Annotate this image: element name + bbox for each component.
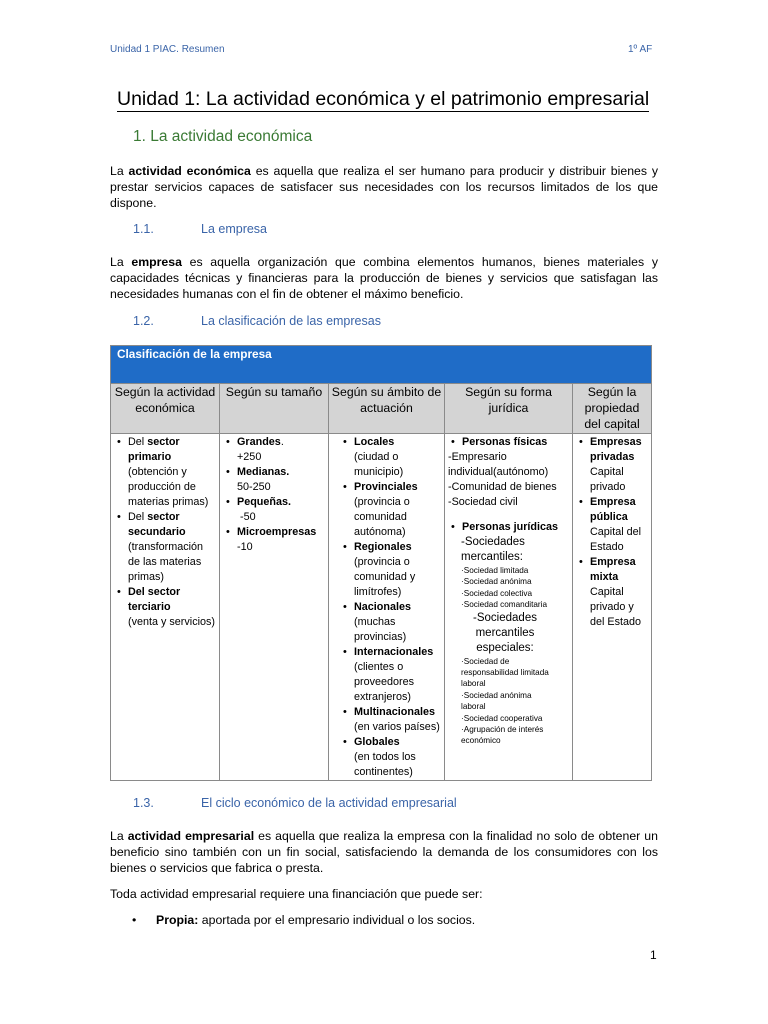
mercantiles-label: -Sociedades mercantiles: [461, 536, 525, 563]
list-item: • Nacionales (muchas provincias) [354, 600, 441, 645]
cell-propiedad [573, 434, 652, 781]
page-title: Unidad 1: La actividad económica y el patrimonio empresarial [117, 88, 650, 110]
list-item: • Locales (ciudad o municipio) [354, 435, 441, 480]
list-item: • Pequeñas. -50 [237, 495, 325, 525]
mercantiles-item: ·Sociedad limitada [461, 566, 529, 575]
paragraph-actividad-empresarial: La actividad empresarial es aquella que realiza la empresa con la finalidad no solo de obtener un beneficio sino también con un fin social, satisfaciendo la demanda de los consumidores con los bienes o servicios que fabrica o presta. [110, 829, 658, 876]
subsection-heading-1-2: 1.2. La clasificación de las empresas [133, 314, 381, 328]
cell-tamano [220, 434, 329, 781]
list-item: • Internacionales (clientes o proveedores extranjeros) [354, 645, 441, 705]
list-item: • Del sector primario (obtención y producción de materias primas) [128, 435, 216, 510]
list-item-personas-juridicas: • Personas jurídicas [462, 520, 569, 535]
list-item: • Regionales (provincia o comunidad y limítrofes) [354, 540, 441, 600]
list-item: • Empresas privadas Capital privado [590, 435, 648, 495]
paragraph-financiacion: Toda actividad empresarial requiere una financiación que puede ser: [110, 887, 483, 901]
fisicas-item: -Comunidad de bienes [448, 481, 557, 493]
table-caption: Clasificación de la empresa [111, 346, 652, 384]
list-item: • Empresa mixta Capital privado y del Estado [590, 555, 648, 630]
cell-ambito [329, 434, 445, 781]
fisicas-item: -Sociedad civil [448, 496, 518, 508]
list-item: • Grandes. +250 [237, 435, 325, 465]
page-number: 1 [650, 948, 657, 962]
especiales-item: ·Agrupación de interés económico [461, 725, 544, 746]
column-header-forma-juridica: Según su forma jurídica [445, 384, 573, 434]
running-header-left: Unidad 1 PIAC. Resumen [110, 44, 225, 55]
column-header-tamano: Según su tamaño [220, 384, 329, 434]
subsection-heading-1-1: 1.1. La empresa [133, 222, 268, 236]
paragraph-actividad-economica: La actividad económica es aquella que realiza el ser humano para producir y distribuir bienes y prestar servicios capaces de satisfacer sus necesidades con los recursos limitados de los que dispone. [110, 164, 658, 211]
especiales-item: ·Sociedad de responsabilidad limitada laboral [461, 656, 549, 689]
column-header-actividad: Según la actividad económica [111, 384, 220, 434]
column-header-propiedad: Según la propiedad del capital [573, 384, 652, 434]
list-item: • Del sector secundario (transformación de las materias primas) [128, 510, 216, 585]
list-item: • Globales (en todos los continentes) [354, 735, 441, 780]
subsection-heading-1-3: 1.3. El ciclo económico de la actividad empresarial [133, 796, 457, 810]
section-heading-1: 1. La actividad económica [133, 128, 313, 145]
especiales-item: ·Sociedad cooperativa [461, 713, 543, 723]
list-item: • Multinacionales (en varios países) [354, 705, 441, 735]
paragraph-empresa: La empresa es aquella organización que combina elementos humanos, bienes materiales y capacidades técnicas y financieras para la producción de bienes y servicios que satisfagan las necesidades humanas con el fin de obtener el máximo beneficio. [110, 255, 658, 302]
mercantiles-item: ·Sociedad comanditaria [461, 600, 548, 610]
list-item-personas-fisicas: • Personas físicas [462, 435, 569, 450]
fisicas-item: -Empresario individual(autónomo) [448, 451, 549, 478]
list-item: • Provinciales (provincia o comunidad autónoma) [354, 480, 441, 540]
list-item: • Empresa pública Capital del Estado [590, 495, 648, 555]
list-item: • Del sector terciario (venta y servicios) [128, 585, 216, 630]
mercantiles-item: ·Sociedad colectiva [461, 588, 532, 598]
list-item: • Medianas. 50-250 [237, 465, 325, 495]
column-header-ambito: Según su ámbito de actuación [329, 384, 445, 434]
bullet-propia: • Propia: aportada por el empresario individual o los socios. [132, 913, 476, 927]
running-header-right: 1º AF [628, 44, 653, 55]
cell-forma-juridica [445, 434, 573, 781]
mercantiles-item: ·Sociedad anónima [461, 577, 532, 587]
cell-actividad-economica [111, 434, 220, 781]
classification-table [110, 345, 652, 781]
especiales-label: -Sociedades mercantiles especiales: [473, 611, 537, 654]
especiales-item: ·Sociedad anónima laboral [461, 690, 532, 712]
list-item: • Microempresas -10 [237, 525, 325, 555]
